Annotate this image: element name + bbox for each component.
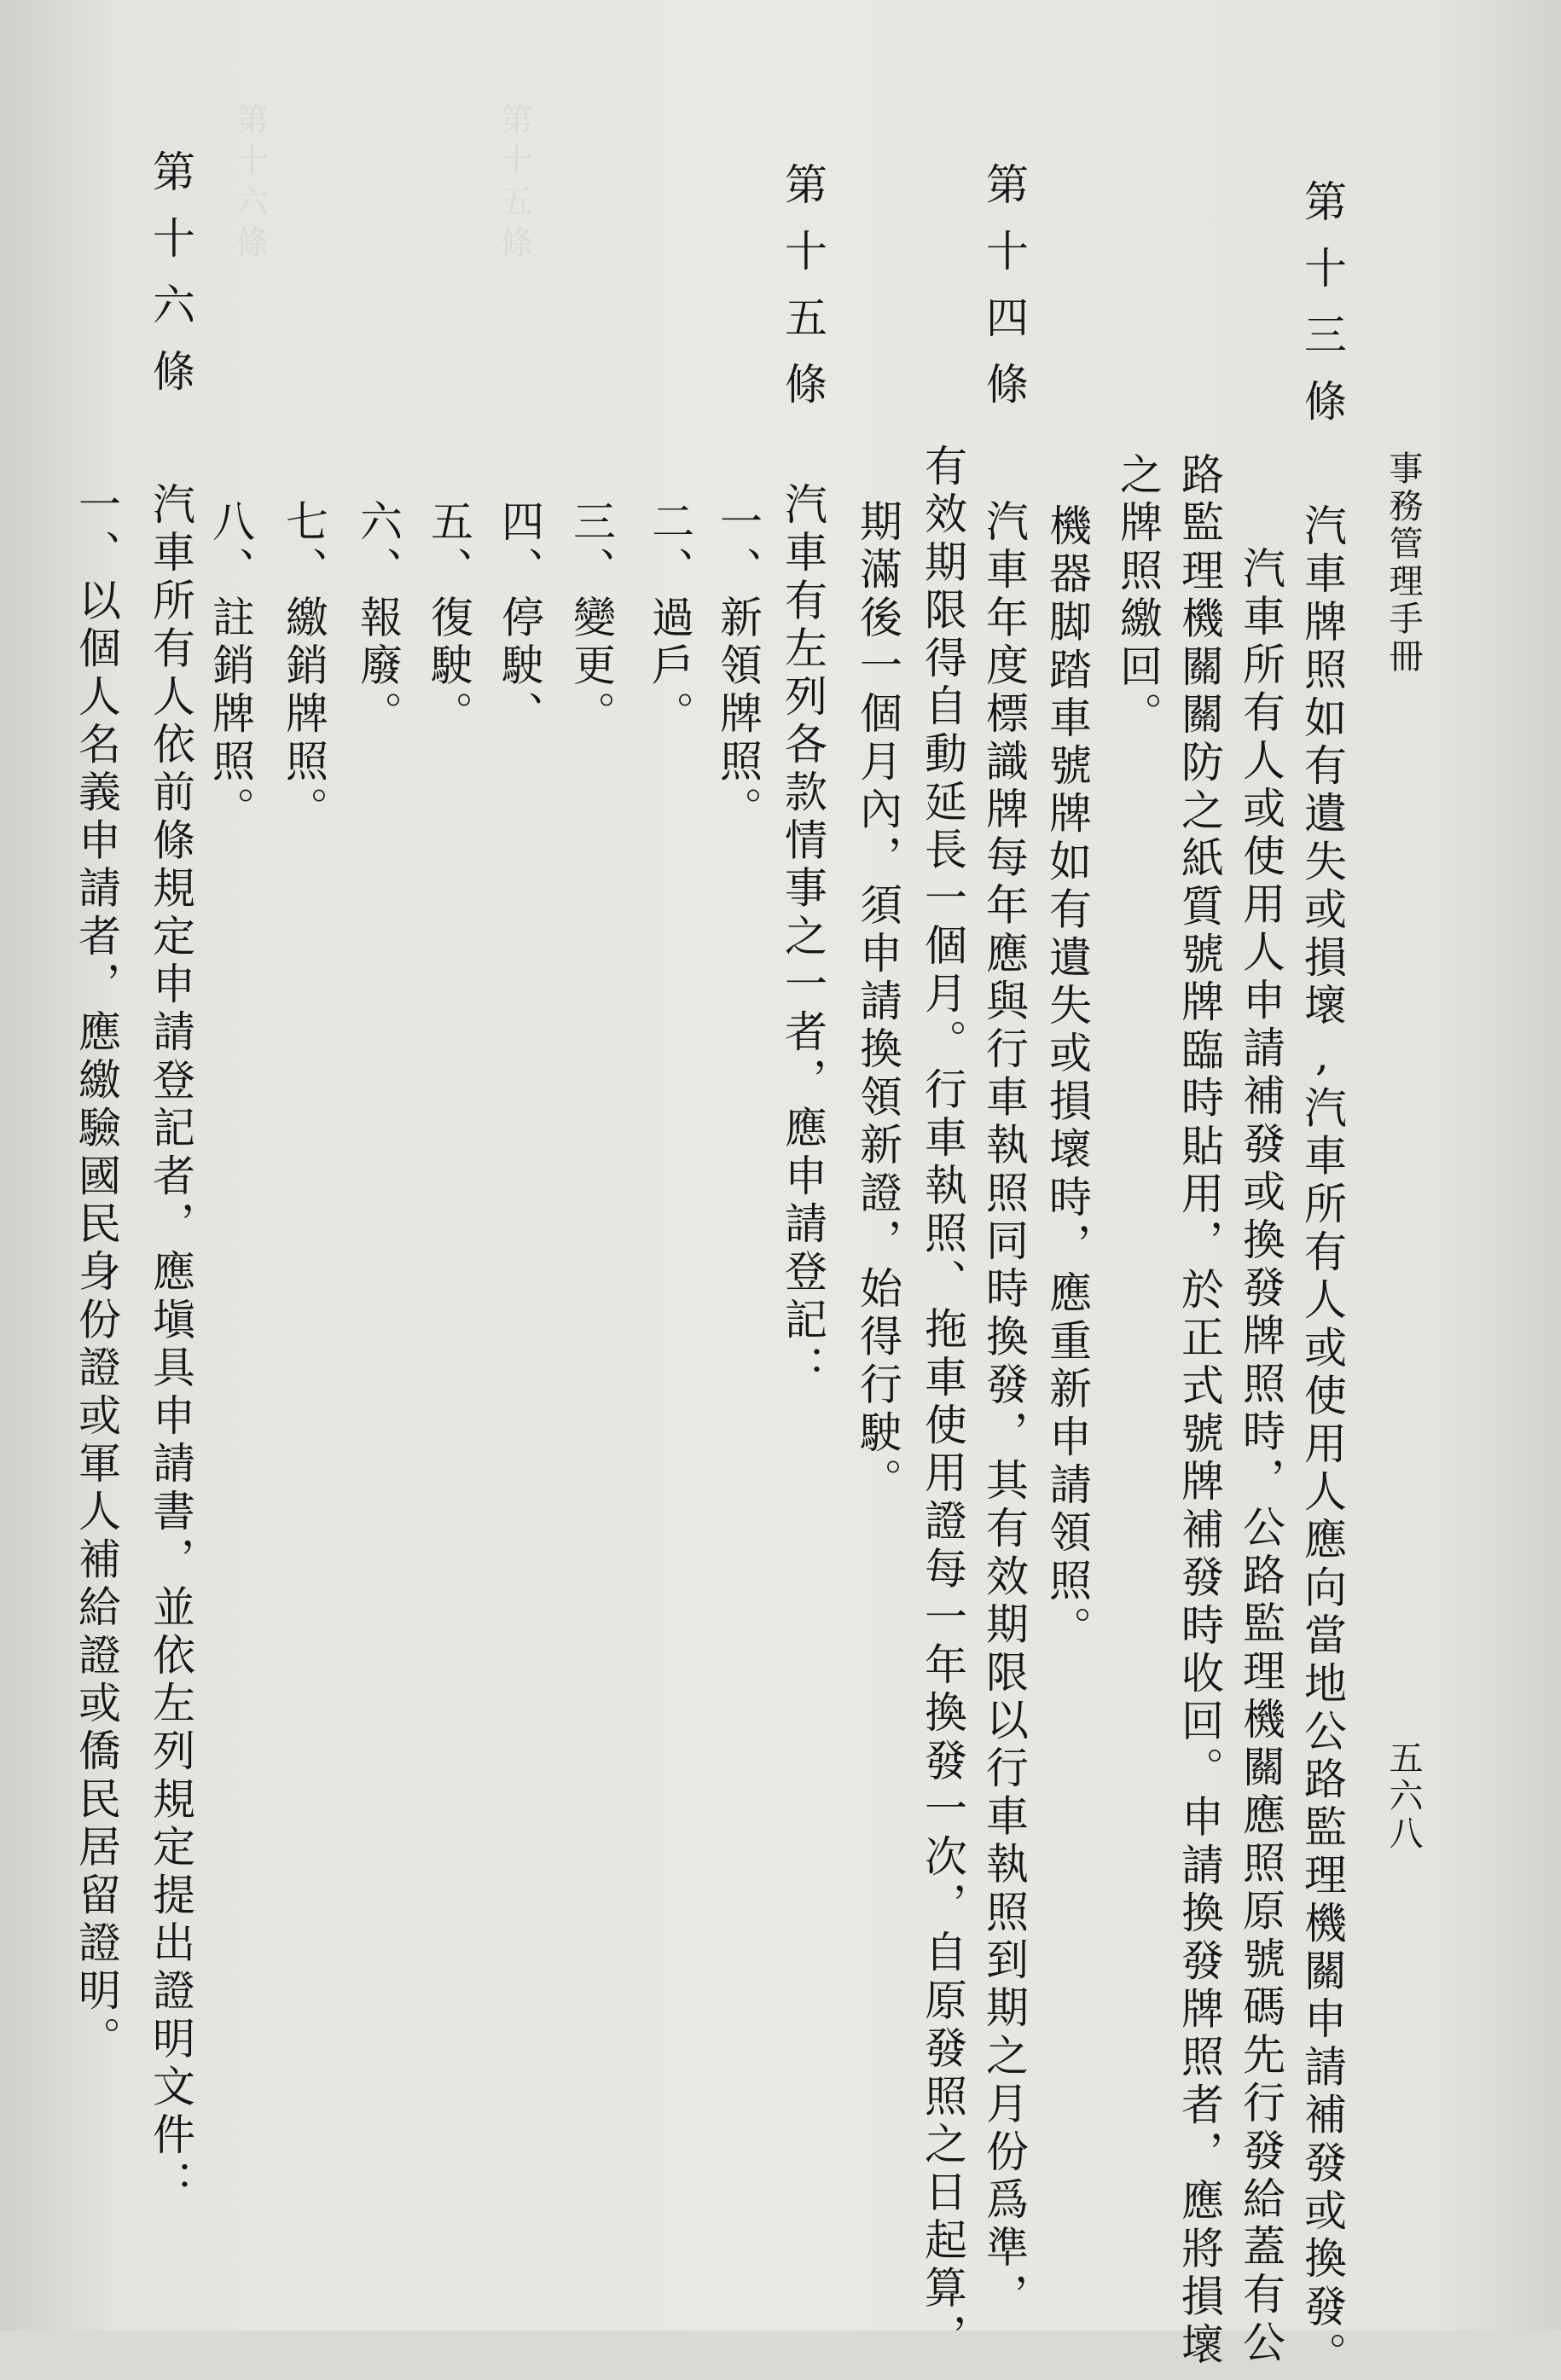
book-title: 事務管理手冊 [1384, 450, 1423, 676]
page-number: 五六八 [1384, 1740, 1423, 1853]
article-16-item-1: 一、以個人名義申請者，應繳驗國民身份證或軍人補給證或僑民居留證明。 [72, 482, 121, 2064]
article-15-item-8: 八、註銷牌照。 [206, 499, 255, 835]
article-14-paragraph-3: 期滿後一個月內，須申請換領新證，始得行駛。 [853, 499, 902, 1506]
article-13-paragraph-2: 汽車所有人或使用人申請補發或換發牌照時，公路監理機關應照原號碼先行發給蓋有公 [1236, 546, 1285, 2368]
article-14-heading: 第十四條 [979, 162, 1029, 428]
article-13-heading: 第十三條 [1297, 179, 1347, 445]
article-15-item-6: 六、報廢。 [353, 499, 403, 739]
article-15-item-7: 七、繳銷牌照。 [279, 499, 328, 835]
article-15-item-5: 五、復駛。 [424, 499, 473, 739]
article-15-heading: 第十五條 [778, 162, 827, 428]
article-13-paragraph-5: 機器脚踏車號牌如有遺失或損壞時，應重新申請領照。 [1042, 503, 1092, 1654]
article-13-paragraph-4: 之牌照繳回。 [1113, 452, 1163, 740]
article-15-item-3: 三、變更。 [566, 499, 616, 739]
article-15-intro: 汽車有左列各款情事之一者，應申請登記： [778, 482, 827, 1393]
article-15-item-1: 一、新領牌照。 [713, 499, 763, 835]
bleed-through-text: 第十五條 [495, 102, 532, 266]
article-15-item-2: 二、過戶。 [645, 499, 694, 739]
article-16-intro: 汽車所有人依前條規定申請登記者，應塡具申請書，並依左列規定提出證明文件： [146, 482, 195, 2209]
bleed-through-text: 第十六條 [230, 102, 268, 266]
article-14-paragraph-2: 有效期限得自動延長一個月。行車執照、拖車使用證每一年換發一次，自原發照之日起算， [918, 444, 967, 2361]
article-14-paragraph-1: 汽車年度標識牌每年應與行車執照同時換發，其有效期限以行車執照到期之月份爲準， [979, 499, 1029, 2321]
article-13-paragraph-1: 汽車牌照如有遺失或損壞,汽車所有人或使用人應向當地公路監理機關申請補發或換發。 [1297, 503, 1347, 2380]
article-13-paragraph-3: 路監理機關關防之紙質號牌臨時貼用，於正式號牌補發時收回。申請換發牌照者，應將損壞 [1175, 452, 1224, 2370]
article-15-item-4: 四、停駛、 [495, 499, 544, 739]
article-16-heading: 第十六條 [146, 149, 195, 415]
